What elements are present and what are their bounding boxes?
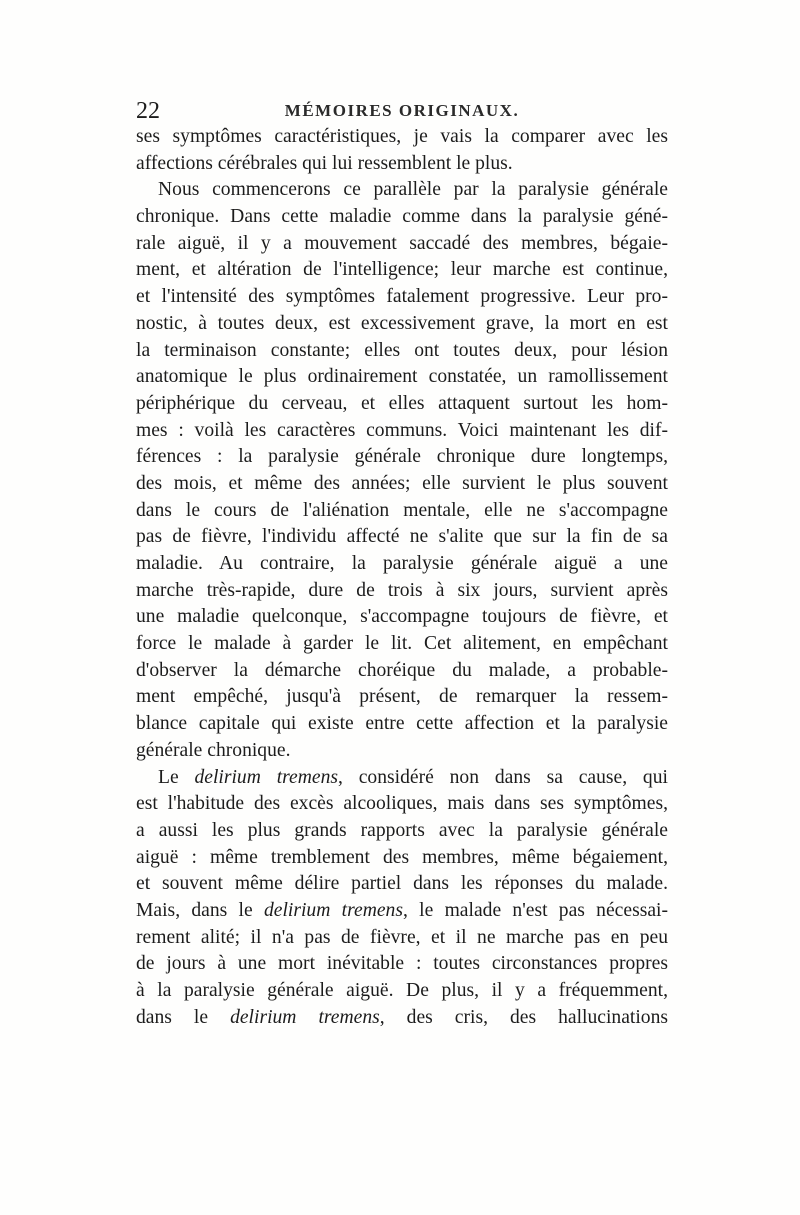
text-line: d'observer la démarche choréique du malade, a probable- [136,659,668,681]
text-line: et l'intensité des symptômes fatalement progressive. Leur pro- [136,286,668,308]
text-line: ses symptômes caractéristiques, je vais la comparer avec les [136,126,668,147]
italic-term: delirium tremens [230,1006,380,1028]
text-line: Mais, dans le delirium tremens, le malade n'est pas nécessai- [136,899,668,921]
text-line: blance capitale qui existe entre cette affection et la paralysie [136,713,668,735]
text-line: une maladie quelconque, s'accompagne toujours de fièvre, et [136,606,668,628]
running-title: MÉMOIRES ORIGINAUX. [284,101,520,120]
text-line: de jours à une mort inévitable : toutes circonstances propres [136,953,668,975]
text-line: affections cérébrales qui lui ressemblent le plus. [136,152,513,174]
text-line: générale chronique. [136,739,291,761]
running-head [136,96,668,126]
text-line: pas de fièvre, l'individu affecté ne s'alite que sur la fin de sa [136,526,668,548]
text-line: et souvent même délire partiel dans les réponses du malade. [136,873,668,895]
text-line: chronique. Dans cette maladie comme dans la paralysie géné- [136,206,668,228]
text-line: rale aiguë, il y a mouvement saccadé des membres, bégaie- [136,232,668,254]
text-line: périphérique du cerveau, et elles attaquent surtout les hom- [136,392,668,414]
text-line: ment, et altération de l'intelligence; leur marche est continue, [136,259,668,281]
italic-term: delirium tremens [263,899,403,921]
text-line: des mois, et même des années; elle survient le plus souvent [136,472,668,494]
text-line: anatomique le plus ordinairement constatée, un ramollissement [136,366,668,388]
page-number: 22 [136,98,160,124]
text-line: marche très-rapide, dure de trois à six jours, survient après [136,579,668,601]
text-line: dans le cours de l'aliénation mentale, elle ne s'accompagne [136,499,668,521]
text-line: force le malade à garder le lit. Cet alitement, en empêchant [136,633,668,655]
text-line: rement alité; il n'a pas de fièvre, et il ne marche pas en peu [136,926,668,948]
text-line: a aussi les plus grands rapports avec la paralysie générale [136,819,668,841]
text-line: mes : voilà les caractères communs. Voici maintenant les dif- [136,419,668,441]
italic-term: delirium tremens [194,766,339,788]
text-line: nostic, à toutes deux, est excessivement grave, la mort en est [136,312,668,334]
text-line: dans le delirium tremens, des cris, des hallucinations [136,1006,668,1028]
text-line: férences : la paralysie générale chronique dure longtemps, [136,446,668,468]
text-line: ment empêché, jusqu'à présent, de remarquer la ressem- [136,686,668,708]
text-line: est l'habitude des excès alcooliques, mais dans ses symptômes, [136,793,668,815]
paragraph-start-line: Nous commencerons ce parallèle par la paralysie générale [158,179,668,201]
body-text [136,124,668,1031]
paragraph-start-line: Le delirium tremens, considéré non dans sa cause, qui [158,766,668,788]
text-line: maladie. Au contraire, la paralysie générale aiguë a une [136,553,668,574]
text-line: la terminaison constante; elles ont toutes deux, pour lésion [136,339,668,361]
text-line: à la paralysie générale aiguë. De plus, il y a fréquemment, [136,980,668,1001]
text-line: aiguë : même tremblement des membres, même bégaiement, [136,846,668,868]
